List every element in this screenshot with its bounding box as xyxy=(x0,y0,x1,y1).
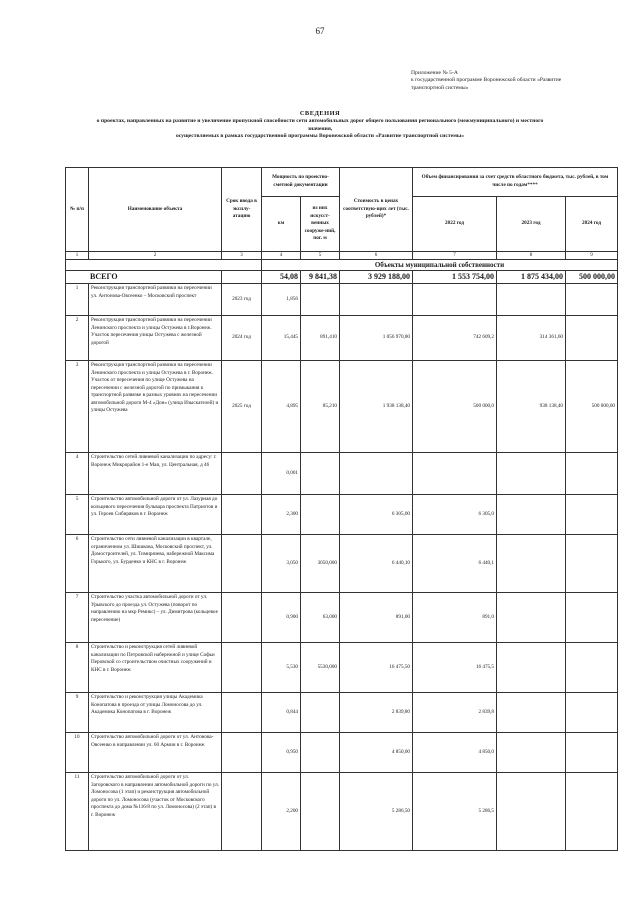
commissioning-term: 2025 год xyxy=(222,360,262,452)
table-row xyxy=(66,494,618,534)
funding-2023 xyxy=(497,592,566,642)
table-row xyxy=(66,283,618,315)
funding-2023 xyxy=(497,494,566,534)
cost-value: 891,00 xyxy=(340,592,413,642)
funding-2024: 500 000,00 xyxy=(566,360,618,452)
col-number: 9 xyxy=(566,252,618,260)
funding-2022: 16 475,5 xyxy=(413,642,497,692)
length-km: 2,200 xyxy=(262,772,301,850)
funding-2022: 6 305,0 xyxy=(413,494,497,534)
header-2024: 2024 год xyxy=(566,197,618,252)
funding-2023 xyxy=(497,283,566,315)
cost-value: 6 305,00 xyxy=(340,494,413,534)
object-name: Реконструкция транспортной развязки на пересечении ул. Антонова-Овсеенко – Московский проспект xyxy=(89,283,222,315)
title-line-1: СВЕДЕНИЯ xyxy=(299,110,341,117)
total-2022: 1 553 754,00 xyxy=(413,271,497,284)
structures-length: 63,000 xyxy=(301,592,340,642)
header-cost: Стоимость в ценах соответствую-щих лет (тыс. рублей)* xyxy=(340,168,413,252)
title-line-4: осуществляемых в рамках государственной программы Воронежской области «Развитие транспортной системы» xyxy=(175,133,465,140)
table-row xyxy=(66,692,618,732)
header-capacity: Мощность по проектно-сметной документации xyxy=(262,168,340,197)
row-number: 11 xyxy=(66,772,89,850)
structures-length xyxy=(301,283,340,315)
object-name: Строительство автомобильной дороги от ул. Лазурная до кольцевого пересечения бульвара проспекта Патриотов и ул. Героев Сибиряков в г. Воронеж xyxy=(89,494,222,534)
funding-2022: 2 839,8 xyxy=(413,692,497,732)
structures-length: 3050,000 xyxy=(301,534,340,592)
column-numbers-row xyxy=(66,252,618,260)
section-title: Объекты муниципальной собственности xyxy=(262,260,618,271)
funding-2024 xyxy=(566,642,618,692)
commissioning-term xyxy=(222,592,262,642)
funding-2022: 6 440,1 xyxy=(413,534,497,592)
funding-2023 xyxy=(497,534,566,592)
object-name: Реконструкция транспортной развязки на пересечении Ленинского проспекта и улицы Остужева в г. Воронеж. Участок от пересечения по улице Остужева на пересечении с железной дорогой по примыкания к транспортной развязке в разных уровнях на пересечении автомобильной дороги М-4 «Дон» (улица Изыскателей) и улицы Остужева xyxy=(89,360,222,452)
total-km: 54,08 xyxy=(262,271,301,284)
funding-2023 xyxy=(497,642,566,692)
table-row xyxy=(66,360,618,452)
funding-2022: 4 850,0 xyxy=(413,732,497,772)
structures-length: 85,210 xyxy=(301,360,340,452)
row-number: 4 xyxy=(66,452,89,494)
cost-value: 6 440,10 xyxy=(340,534,413,592)
table-row xyxy=(66,732,618,772)
funding-2023 xyxy=(497,452,566,494)
commissioning-term xyxy=(222,692,262,732)
projects-table xyxy=(65,167,618,851)
header-row-1 xyxy=(66,168,618,197)
funding-2022: 5 286,5 xyxy=(413,772,497,850)
commissioning-term xyxy=(222,642,262,692)
structures-length: 5530,000 xyxy=(301,642,340,692)
funding-2024 xyxy=(566,534,618,592)
cost-value: 2 839,80 xyxy=(340,692,413,732)
length-km: 0,950 xyxy=(262,732,301,772)
row-number: 7 xyxy=(66,592,89,642)
total-cost: 3 929 188,00 xyxy=(340,271,413,284)
total-structures: 9 841,38 xyxy=(301,271,340,284)
structures-length xyxy=(301,692,340,732)
commissioning-term xyxy=(222,772,262,850)
cost-value xyxy=(340,283,413,315)
object-name: Строительство и реконструкция сетей ливневой канализации по Петровской набережной и улице Софьи Перовской со строительством очистных сооружений и КНС в г. Воронеж xyxy=(89,642,222,692)
row-number: 6 xyxy=(66,534,89,592)
annex-line-3: транспортной системы» xyxy=(411,84,469,91)
section-row xyxy=(66,260,618,271)
col-number: 7 xyxy=(413,252,497,260)
cost-value: 1 056 970,80 xyxy=(340,315,413,360)
header-no: № п/п xyxy=(66,168,89,252)
funding-2023: 314 361,60 xyxy=(497,315,566,360)
funding-2022 xyxy=(413,283,497,315)
funding-2024 xyxy=(566,283,618,315)
structures-length xyxy=(301,772,340,850)
cost-value xyxy=(340,452,413,494)
funding-2022: 500 000,0 xyxy=(413,360,497,452)
funding-2024 xyxy=(566,315,618,360)
header-name: Наименование объекта xyxy=(89,168,222,252)
commissioning-term xyxy=(222,452,262,494)
col-number: 4 xyxy=(262,252,301,260)
annex-line-1: Приложение № 5-А xyxy=(411,70,458,76)
funding-2023 xyxy=(497,692,566,732)
row-number: 10 xyxy=(66,732,89,772)
funding-2024 xyxy=(566,494,618,534)
annex-note xyxy=(411,70,616,92)
row-number: 5 xyxy=(66,494,89,534)
length-km: 4,895 xyxy=(262,360,301,452)
row-number: 8 xyxy=(66,642,89,692)
length-km: 5,530 xyxy=(262,642,301,692)
funding-2024 xyxy=(566,692,618,732)
table-row xyxy=(66,592,618,642)
object-name: Строительство сети ливневой канализации в квартале, ограниченном ул. Шишкова, Московский проспект, ул. Домостроителей, ул. Тимирязева, набережной Максима Горького, ул. Бурденко и КНС в г. Воронеж xyxy=(89,534,222,592)
length-km: 0,844 xyxy=(262,692,301,732)
commissioning-term xyxy=(222,494,262,534)
annex-line-2: к государственной программе Воронежской области «Развитие xyxy=(411,77,562,84)
header-structures: из них искусст-венных сооруже-ний, пог. м xyxy=(301,197,340,252)
length-km: 1,856 xyxy=(262,283,301,315)
row-number: 9 xyxy=(66,692,89,732)
col-number: 5 xyxy=(301,252,340,260)
header-2022: 2022 год xyxy=(413,197,497,252)
funding-2024 xyxy=(566,592,618,642)
table-row xyxy=(66,452,618,494)
row-number: 1 xyxy=(66,283,89,315)
document-title xyxy=(0,110,640,141)
funding-2024 xyxy=(566,732,618,772)
funding-2023: 938 138,40 xyxy=(497,360,566,452)
structures-length: 891,410 xyxy=(301,315,340,360)
row-number: 3 xyxy=(66,360,89,452)
page-number: 67 xyxy=(315,26,325,36)
structures-length xyxy=(301,494,340,534)
length-km: 2,300 xyxy=(262,494,301,534)
commissioning-term xyxy=(222,534,262,592)
object-name: Строительство автомобильной дороги от ул. Антонова-Овсеенко в направлении ул. 60 Армии в г. Воронеж xyxy=(89,732,222,772)
header-2023: 2023 год xyxy=(497,197,566,252)
commissioning-term: 2023 год xyxy=(222,283,262,315)
total-label: ВСЕГО xyxy=(66,271,222,284)
length-km: 15,445 xyxy=(262,315,301,360)
col-number: 2 xyxy=(89,252,222,260)
total-2024: 500 000,00 xyxy=(566,271,618,284)
title-line-3: значения, xyxy=(307,125,333,132)
length-km: 0,001 xyxy=(262,452,301,494)
object-name: Строительство и реконструкция улицы Академика Конопатова в проезда от улицы Ломоносова до ул. Академика Конопатова в г. Воронеж xyxy=(89,692,222,732)
funding-2024 xyxy=(566,772,618,850)
total-2023: 1 875 434,00 xyxy=(497,271,566,284)
commissioning-term: 2024 год xyxy=(222,315,262,360)
col-number: 6 xyxy=(340,252,413,260)
col-number: 8 xyxy=(497,252,566,260)
funding-2023 xyxy=(497,732,566,772)
header-km: км xyxy=(262,197,301,252)
row-number: 2 xyxy=(66,315,89,360)
funding-2023 xyxy=(497,772,566,850)
funding-2022: 891,0 xyxy=(413,592,497,642)
total-row xyxy=(66,271,618,284)
col-number: 3 xyxy=(222,252,262,260)
object-name: Строительство автомобильной дороги от ул. Загоровского в направлении автомобильной дороги по ул. Ломоносова (1 этап) и реконструкция автомобильной дороги по ул. Ломоносова (участок от Московского проспекта до дома №116/8 по ул. Ломоносова) (2 этап) в г. Воронеж xyxy=(89,772,222,850)
header-funding: Объем финансирования за счет средств областного бюджета, тыс. рублей, в том числе по годам**** xyxy=(413,168,618,197)
funding-2022 xyxy=(413,452,497,494)
table-row xyxy=(66,315,618,360)
object-name: Строительство сетей ливневой канализации по адресу: г. Воронеж Микрорайон 1-е Мая, ул. Центральная, д 46 xyxy=(89,452,222,494)
length-km: 3,050 xyxy=(262,534,301,592)
cost-value: 4 850,00 xyxy=(340,732,413,772)
col-number: 1 xyxy=(66,252,89,260)
funding-2024 xyxy=(566,452,618,494)
cost-value: 16 475,50 xyxy=(340,642,413,692)
table-row xyxy=(66,772,618,850)
object-name: Строительство участка автомобильной дороги от ул. Урывского до проезда ул. Остужева (поворот по направлению на мкр Ремикс) – ул. Димитрова (кольцевое пересечение) xyxy=(89,592,222,642)
cost-value: 5 286,50 xyxy=(340,772,413,850)
structures-length xyxy=(301,732,340,772)
commissioning-term xyxy=(222,732,262,772)
funding-2022: 742 609,2 xyxy=(413,315,497,360)
header-term: Срок ввода в эксплу-атацию xyxy=(222,168,262,252)
length-km: 0,900 xyxy=(262,592,301,642)
cost-value: 1 938 138,40 xyxy=(340,360,413,452)
object-name: Реконструкция транспортной развязки на пересечении Ленинского проспекта и улицы Остужева в г.Воронеж. Участок пересечения улицы Остужева с железной дорогой xyxy=(89,315,222,360)
title-line-2: о проектах, направленных на развитие и увеличение пропускной способности сети автомобильных дорог общего пользования регионального (межмуниципального) и местного xyxy=(96,118,544,125)
structures-length xyxy=(301,452,340,494)
table-row xyxy=(66,642,618,692)
table-row xyxy=(66,534,618,592)
